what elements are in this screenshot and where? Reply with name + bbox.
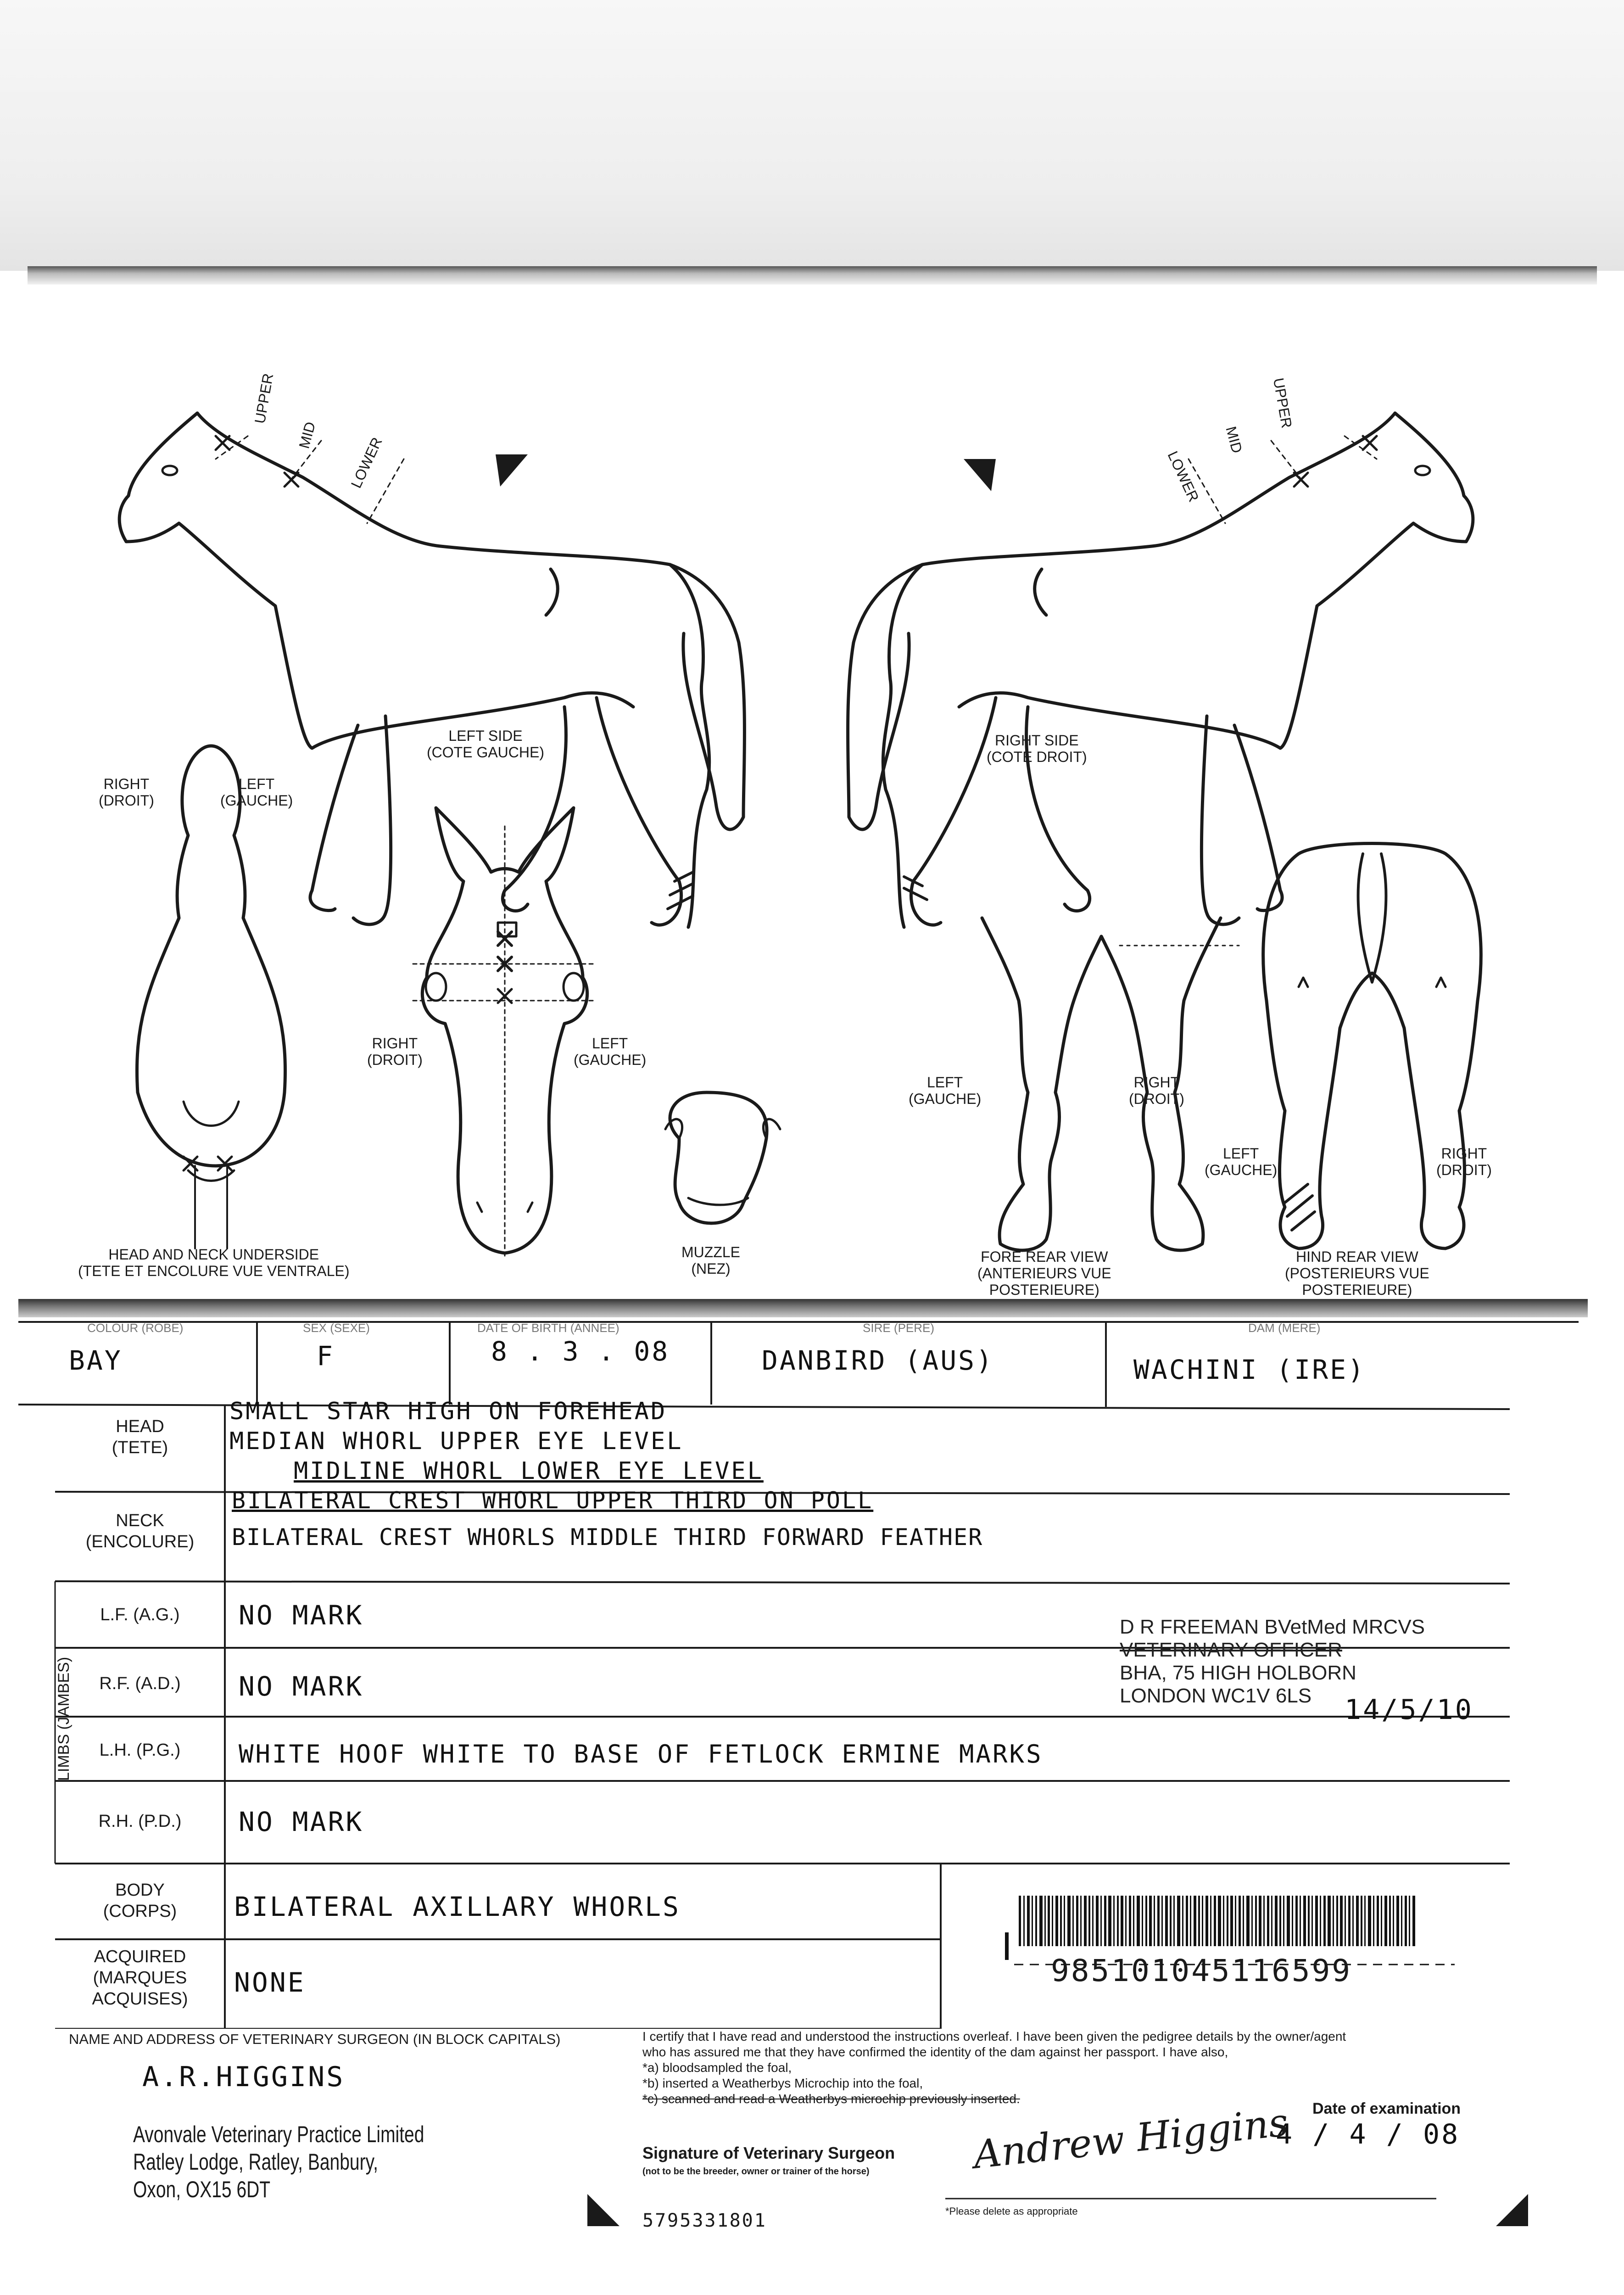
fore-rear-view: [982, 918, 1221, 1250]
acquired-value: NONE: [234, 1967, 306, 1998]
dam-value: WACHINI (IRE): [1133, 1354, 1366, 1385]
muzzle-caption: MUZZLE (NEZ): [681, 1244, 740, 1277]
document-number: 5795331801: [642, 2210, 767, 2231]
veterinary-officer-stamp: D R FREEMAN BVetMed MRCVS VETERINARY OFFICER BHA, 75 HIGH HOLBORN LONDON WC1V 6LS: [1120, 1616, 1425, 1707]
dam-header: DAM (MERE): [1248, 1321, 1321, 1335]
lf-row-label: L.F. (A.G.): [100, 1605, 180, 1624]
head-left-label: LEFT (GAUCHE): [574, 1035, 647, 1068]
colour-value: BAY: [69, 1345, 123, 1376]
vet-signature: Andrew Higgins: [971, 2099, 1290, 2177]
signature-line: [945, 2196, 1436, 2201]
sex-header: SEX (SEXE): [303, 1321, 370, 1335]
rh-value: NO MARK: [239, 1806, 364, 1837]
exam-date-label: Date of examination: [1312, 2100, 1461, 2117]
lf-value: NO MARK: [239, 1600, 364, 1631]
head-row-label: HEAD (TETE): [112, 1417, 168, 1457]
body-value: BILATERAL AXILLARY WHORLS: [234, 1891, 681, 1922]
exam-date-value: 4 / 4 / 08: [1276, 2118, 1460, 2150]
neck-marking-line-2: BILATERAL CREST WHORLS MIDDLE THIRD FORWARD FEATHER: [232, 1524, 983, 1551]
right-side-caption: RIGHT SIDE (COTE DROIT): [987, 732, 1087, 765]
upper-label-left: UPPER: [251, 372, 277, 425]
right-side-horse: [848, 413, 1473, 927]
hind-rear-caption: HIND REAR VIEW (POSTERIEURS VUE POSTERIEURE): [1285, 1248, 1429, 1298]
signature-heading: Signature of Veterinary Surgeon: [642, 2144, 895, 2162]
head-right-label: RIGHT (DROIT): [367, 1035, 423, 1068]
neck-marking-line-1: BILATERAL CREST WHORL UPPER THIRD ON POLL: [232, 1487, 874, 1514]
mid-label-right: MID: [1222, 425, 1246, 455]
lh-value: WHITE HOOF WHITE TO BASE OF FETLOCK ERMINE MARKS: [239, 1740, 1043, 1769]
certification-text: I certify that I have read and understood the instructions overleaf. I have been given the pedigree details by the owner/agent who has assured me that they have confirmed the identity of the dam against her passport. I have also, *a) bloodsampled the foal, *b) inserted a Weatherbys Microchip into the foal, *c) scanned and read a Weatherbys microchip previously inserted.: [642, 2029, 1346, 2106]
head-marking-line-2: MEDIAN WHORL UPPER EYE LEVEL: [229, 1427, 683, 1455]
signature-subheading: (not to be the breeder, owner or trainer of the horse): [642, 2166, 870, 2177]
dob-value: 8 . 3 . 08: [491, 1336, 670, 1367]
surgeon-name: A.R.HIGGINS: [142, 2061, 345, 2093]
sex-value: F: [317, 1340, 335, 1371]
corner-pointer-icon: [964, 459, 996, 491]
corner-pointer-icon: [1496, 2194, 1528, 2226]
mid-label-left: MID: [296, 420, 319, 450]
practice-address: Avonvale Veterinary Practice Limited Ratley Lodge, Ratley, Banbury, Oxon, OX15 6DT: [133, 2121, 424, 2202]
left-hind-hoof-hatch: [668, 872, 693, 909]
fore-rear-caption: FORE REAR VIEW (ANTERIEURS VUE POSTERIEURE): [977, 1248, 1111, 1298]
limbs-group-label: LIMBS (JAMBES): [55, 1657, 73, 1781]
corner-pointer-icon: [496, 454, 528, 487]
muzzle-view: [665, 1092, 780, 1223]
rf-value: NO MARK: [239, 1671, 364, 1702]
acquired-row-label: ACQUIRED (MARQUES ACQUISES): [92, 1947, 188, 2009]
fore-left-label: LEFT (GAUCHE): [909, 1074, 982, 1107]
sire-header: SIRE (PERE): [863, 1321, 935, 1335]
hind-left-label: LEFT (GAUCHE): [1205, 1145, 1278, 1178]
body-row-label: BODY (CORPS): [103, 1881, 177, 1921]
surgeon-heading: NAME AND ADDRESS OF VETERINARY SURGEON (IN BLOCK CAPITALS): [69, 2031, 561, 2047]
delete-note: *Please delete as appropriate: [945, 2205, 1078, 2217]
fore-right-label: RIGHT (DROIT): [1129, 1074, 1184, 1107]
lower-label-left: LOWER: [347, 435, 385, 491]
hind-rear-view: [1263, 844, 1481, 1249]
hind-right-label: RIGHT (DROIT): [1436, 1145, 1492, 1178]
stamp-date: 14/5/10: [1345, 1694, 1473, 1726]
left-side-horse: [119, 413, 744, 927]
head-front-view: [413, 808, 597, 1258]
scanner-top-edge: [28, 266, 1597, 285]
dob-header: DATE OF BIRTH (ANNEE): [477, 1321, 619, 1335]
upper-label-right: UPPER: [1270, 376, 1295, 430]
head-marking-line-3: MIDLINE WHORL LOWER EYE LEVEL: [294, 1457, 764, 1485]
colour-header: COLOUR (ROBE): [87, 1321, 184, 1335]
scanner-top-band: [0, 0, 1624, 271]
neck-right-label: RIGHT (DROIT): [99, 776, 154, 809]
rh-row-label: R.H. (P.D.): [98, 1812, 182, 1831]
underside-caption: HEAD AND NECK UNDERSIDE (TETE ET ENCOLURE VUE VENTRALE): [78, 1246, 350, 1279]
lower-label-right: LOWER: [1164, 448, 1202, 504]
left-side-caption: LEFT SIDE (COTE GAUCHE): [427, 728, 544, 761]
lh-row-label: L.H. (P.G.): [99, 1741, 181, 1760]
neck-underside-view: [137, 746, 285, 1248]
rf-row-label: R.F. (A.D.): [99, 1674, 181, 1693]
neck-row-label: NECK (ENCOLURE): [85, 1511, 195, 1551]
neck-left-label: LEFT (GAUCHE): [220, 776, 293, 809]
corner-pointer-icon: [587, 2194, 619, 2226]
sire-value: DANBIRD (AUS): [762, 1345, 994, 1376]
microchip-number: 985101045116599: [1051, 1953, 1352, 1988]
head-marking-line-1: SMALL STAR HIGH ON FOREHEAD: [229, 1398, 667, 1425]
